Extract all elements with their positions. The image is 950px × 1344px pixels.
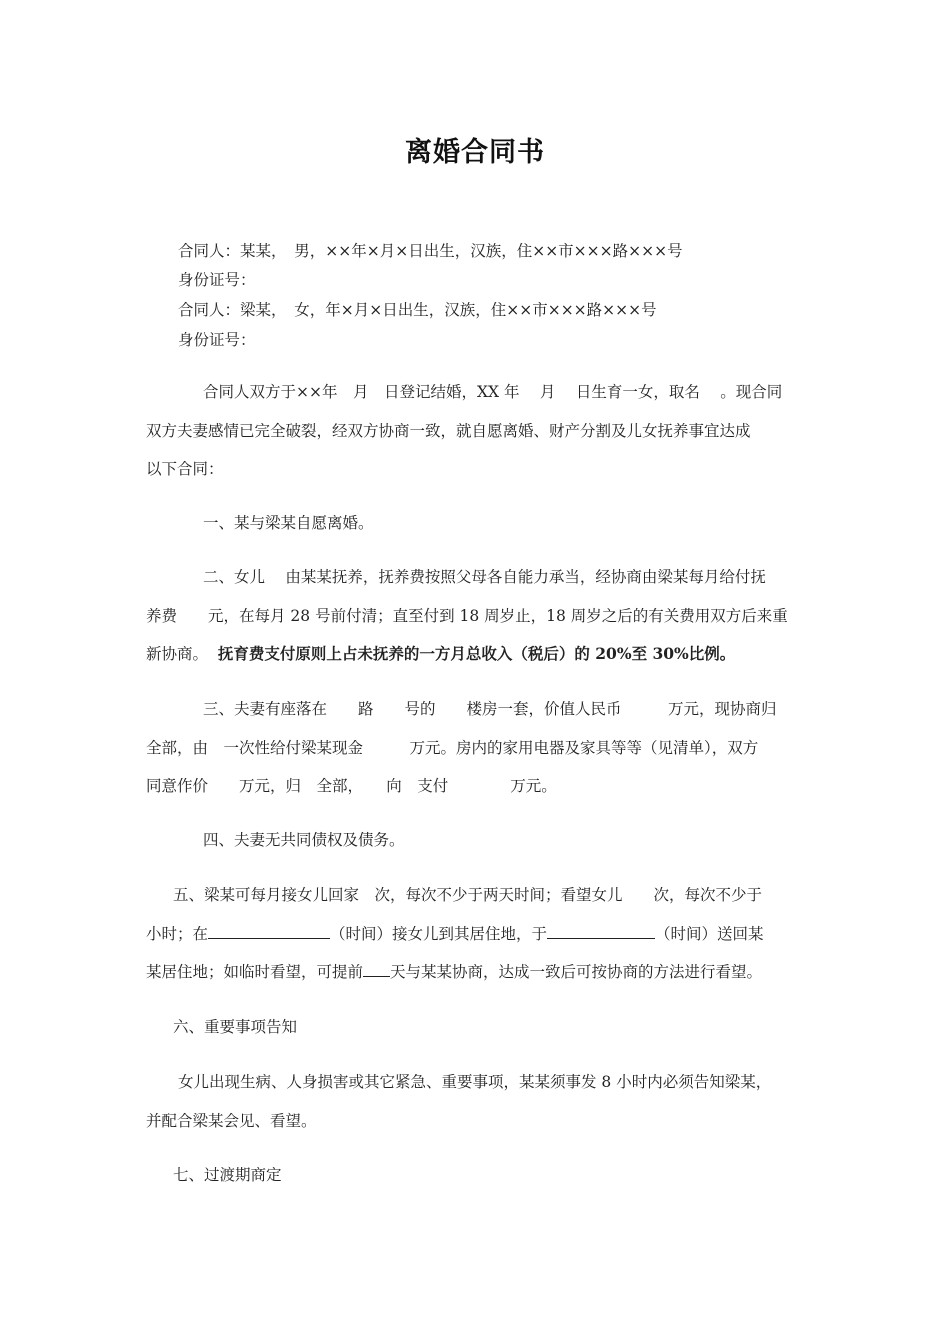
clause-7-heading: 七、过渡期商定 <box>173 1166 282 1184</box>
clause-6-heading: 六、重要事项告知 <box>173 1018 298 1036</box>
clause-2-line-2: 养费 元，在每月 28 号前付清；直至付到 18 周岁止，18 周岁之后的有关费用双方后来重 <box>146 607 788 625</box>
blank-return-time <box>547 924 655 939</box>
clause-5-line-2 <box>146 923 764 945</box>
clause-2-line-3 <box>146 643 735 665</box>
party2-id: 身份证号： <box>178 331 256 349</box>
clause-3-line-2: 全部，由 一次性给付梁某现金 万元。房内的家用电器及家具等等（见清单），双方 <box>146 739 759 757</box>
clause-6-line-2: 并配合梁某会见、看望。 <box>146 1112 317 1130</box>
clause-2-bold-note: 抚育费支付原则上占未抚养的一方月总收入（税后）的 20%至 30%比例。 <box>217 644 736 663</box>
clause-5-line-3-b: 天与某某协商，达成一致后可按协商的方法进行看望。 <box>390 963 763 981</box>
party1-line: 合同人：某某， 男，××年×月×日出生，汉族，住××市×××路×××号 <box>178 242 683 260</box>
blank-notice-days <box>363 962 390 977</box>
clause-2-line-1: 二、女儿 由某某抚养，抚养费按照父母各自能力承当，经协商由梁某每月给付抚 <box>203 568 766 586</box>
clause-3-line-1: 三、夫妻有座落在 路 号的 楼房一套，价值人民币 万元，现协商归 <box>203 700 777 718</box>
document-title: 离婚合同书 <box>405 137 545 168</box>
clause-5-line-3-a: 某居住地；如临时看望，可提前 <box>146 963 364 981</box>
clause-4: 四、夫妻无共同债权及债务。 <box>203 831 405 849</box>
blank-pickup-time <box>208 924 330 939</box>
party1-id: 身份证号： <box>178 271 256 289</box>
clause-5-line-2-a: 小时；在 <box>146 925 209 943</box>
party2-line: 合同人：梁某， 女，年×月×日出生，汉族，住××市×××路×××号 <box>178 301 657 319</box>
clause-1: 一、某与梁某自愿离婚。 <box>203 514 374 532</box>
clause-3-line-3: 同意作价 万元，归 全部， 向 支付 万元。 <box>146 777 557 795</box>
clause-5-line-3 <box>146 961 762 983</box>
intro-line-1: 合同人双方于××年 月 日登记结婚，XX 年 月 日生育一女，取名 。现合同 <box>203 383 783 401</box>
intro-line-3: 以下合同： <box>146 460 224 478</box>
clause-2-line-3-text: 新协商。 <box>146 645 209 663</box>
clause-5-line-1: 五、梁某可每月接女儿回家 次，每次不少于两天时间；看望女儿 次，每次不少于 <box>173 886 763 904</box>
clause-5-line-2-c: （时间）送回某 <box>655 925 764 943</box>
clause-5-line-2-b: （时间）接女儿到其居住地，于 <box>330 925 548 943</box>
clause-6-line-1: 女儿出现生病、人身损害或其它紧急、重要事项，某某须事发 8 小时内必须告知梁某， <box>178 1073 772 1091</box>
intro-line-2: 双方夫妻感情已完全破裂，经双方协商一致，就自愿离婚、财产分割及儿女抚养事宜达成 <box>146 422 751 440</box>
